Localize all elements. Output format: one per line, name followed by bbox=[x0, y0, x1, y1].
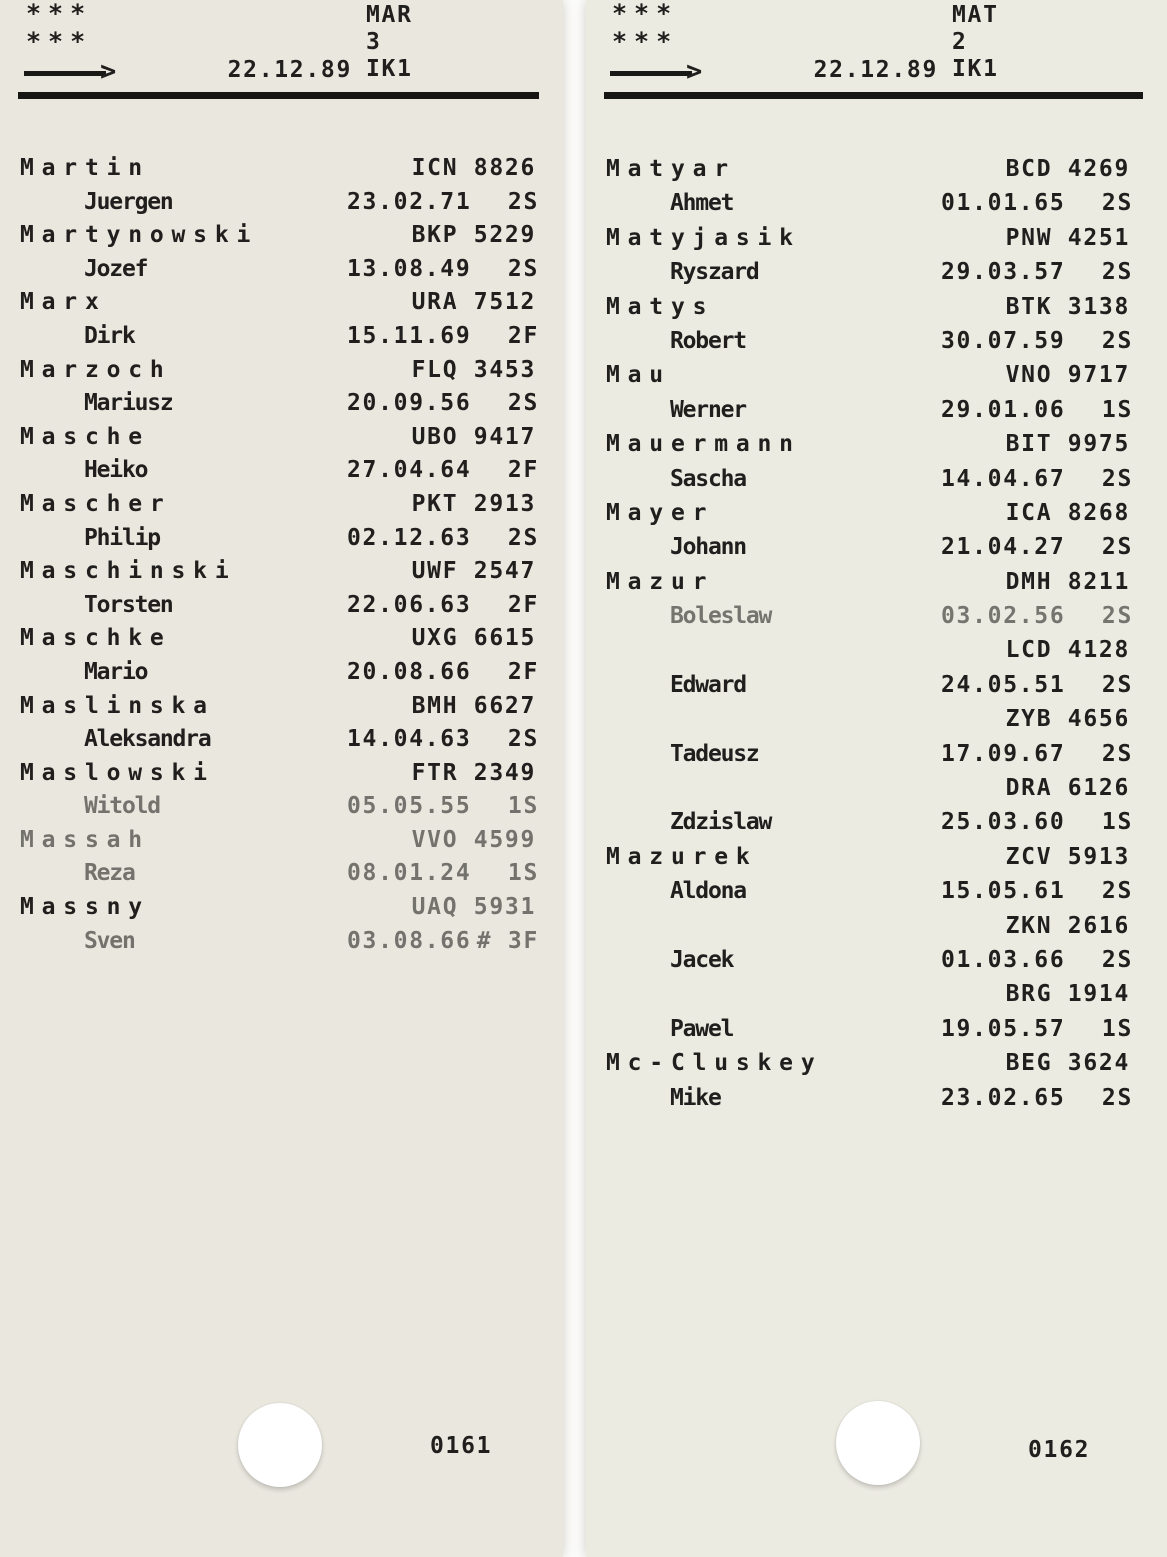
birthdate-text: 15.05.61 bbox=[941, 878, 1066, 905]
code-text: ZCV 5913 bbox=[1005, 843, 1130, 870]
person-row bbox=[0, 656, 563, 690]
given-name-text: Jozef bbox=[84, 255, 148, 282]
given-name-text: Tadeusz bbox=[670, 740, 759, 767]
code-text: PNW 4251 bbox=[1005, 224, 1130, 251]
status-text: 1S bbox=[507, 793, 539, 820]
birthdate-text: 23.02.71 bbox=[347, 188, 472, 215]
status-text: 2S bbox=[1101, 259, 1133, 286]
birthdate-status bbox=[941, 255, 1133, 289]
status-text: 2S bbox=[1101, 465, 1133, 492]
surname-text: Mascher bbox=[20, 490, 172, 517]
given-name-text: Werner bbox=[670, 396, 746, 423]
birthdate-status bbox=[347, 320, 539, 354]
status-text: 1S bbox=[1101, 1015, 1133, 1042]
station-code: IK1 bbox=[366, 56, 413, 82]
stars-line: *** bbox=[612, 27, 679, 56]
code-text: URA 7512 bbox=[411, 289, 536, 316]
surname-text: Matys bbox=[606, 293, 715, 320]
birthdate-text: 29.01.06 bbox=[941, 396, 1066, 423]
stars-line: *** bbox=[26, 0, 93, 28]
person-row bbox=[0, 555, 563, 589]
birthdate-text: 29.03.57 bbox=[941, 259, 1066, 286]
given-name-text: Zdzislaw bbox=[670, 809, 772, 836]
given-name-text: Ahmet bbox=[670, 190, 734, 217]
status-text: 1S bbox=[507, 860, 539, 887]
person-row bbox=[0, 925, 563, 959]
code-text: VNO 9717 bbox=[1005, 362, 1130, 389]
stars-line: *** bbox=[26, 27, 93, 56]
person-row bbox=[586, 1081, 1167, 1115]
birthdate-text: 22.06.63 bbox=[347, 591, 472, 618]
code-text: FLQ 3453 bbox=[411, 356, 536, 383]
surname-text: Maschinski bbox=[20, 558, 237, 585]
status-text: 2S bbox=[1101, 946, 1133, 973]
birthdate-status bbox=[941, 737, 1133, 771]
person-row bbox=[586, 840, 1167, 874]
birthdate-text: 15.11.69 bbox=[347, 322, 472, 349]
given-name-text: Mike bbox=[670, 1084, 721, 1111]
birthdate-text: 13.08.49 bbox=[347, 255, 472, 282]
stars-mark bbox=[26, 0, 92, 56]
person-row bbox=[0, 286, 563, 320]
surname-text: Martynowski bbox=[20, 222, 259, 249]
birthdate-text: 14.04.67 bbox=[941, 465, 1066, 492]
given-name-text: Boleslaw bbox=[670, 603, 772, 630]
person-row bbox=[586, 290, 1167, 324]
surname-text: Maschke bbox=[20, 625, 172, 652]
index-letters: MAR bbox=[366, 2, 413, 28]
status-text: 2S bbox=[1101, 671, 1133, 698]
birthdate-text: 23.02.65 bbox=[941, 1084, 1066, 1111]
code-text: ZKN 2616 bbox=[1005, 912, 1130, 939]
person-row bbox=[0, 186, 563, 220]
birthdate-status bbox=[941, 393, 1133, 427]
code-text: BIT 9975 bbox=[1005, 431, 1130, 458]
continuation-row bbox=[586, 977, 1167, 1011]
person-row bbox=[0, 824, 563, 858]
person-row bbox=[586, 427, 1167, 461]
code-text: UBO 9417 bbox=[411, 423, 536, 450]
birthdate-text: 02.12.63 bbox=[347, 524, 472, 551]
status-text: 2S bbox=[1101, 878, 1133, 905]
code-text: UXG 6615 bbox=[411, 625, 536, 652]
given-name-text: Heiko bbox=[84, 457, 148, 484]
page-number: 0161 bbox=[430, 1433, 493, 1459]
person-row bbox=[0, 454, 563, 488]
person-row bbox=[586, 805, 1167, 839]
status-text: 2F bbox=[507, 457, 539, 484]
person-row bbox=[0, 387, 563, 421]
person-list bbox=[586, 152, 1167, 1115]
given-name-text: Sven bbox=[84, 927, 135, 954]
person-row bbox=[586, 1012, 1167, 1046]
surname-text: Martin bbox=[20, 155, 150, 181]
birthdate-status bbox=[347, 522, 539, 556]
person-row bbox=[586, 324, 1167, 358]
person-row bbox=[0, 219, 563, 253]
birthdate-text: 24.05.51 bbox=[941, 671, 1066, 698]
birthdate-text: 21.04.27 bbox=[941, 534, 1066, 561]
person-row bbox=[586, 1046, 1167, 1080]
code-text: ICA 8268 bbox=[1005, 499, 1130, 526]
birthdate-status bbox=[347, 790, 539, 824]
birthdate-status bbox=[347, 387, 539, 421]
person-row bbox=[0, 891, 563, 925]
code-text: ZYB 4656 bbox=[1005, 706, 1130, 733]
surname-text: Masche bbox=[20, 423, 150, 450]
person-row bbox=[0, 622, 563, 656]
birthdate-text: 27.04.64 bbox=[347, 457, 472, 484]
given-name-text: Sascha bbox=[670, 465, 746, 492]
code-text: BRG 1914 bbox=[1005, 981, 1130, 1008]
stars-mark bbox=[612, 0, 678, 56]
given-name-text: Reza bbox=[84, 860, 135, 887]
birthdate-text: 01.01.65 bbox=[941, 190, 1066, 217]
birthdate-text: 25.03.60 bbox=[941, 809, 1066, 836]
station-code: IK1 bbox=[952, 56, 999, 82]
index-number: 3 bbox=[366, 29, 382, 55]
surname-text: Mayer bbox=[606, 499, 715, 526]
status-text: 2S bbox=[1101, 603, 1133, 630]
header-code-column bbox=[952, 2, 999, 83]
given-name-text: Robert bbox=[670, 327, 746, 354]
person-row bbox=[586, 462, 1167, 496]
given-name-text: Juergen bbox=[84, 188, 173, 215]
punch-hole bbox=[238, 1403, 322, 1487]
birthdate-status bbox=[941, 805, 1133, 839]
birthdate-status bbox=[347, 186, 539, 220]
status-text: 2S bbox=[507, 255, 539, 282]
code-text: ICN 8826 bbox=[411, 155, 536, 181]
person-row bbox=[586, 874, 1167, 908]
code-text: LCD 4128 bbox=[1005, 637, 1130, 664]
person-row bbox=[586, 565, 1167, 599]
code-text: VVO 4599 bbox=[411, 826, 536, 853]
given-name-text: Johann bbox=[670, 534, 746, 561]
surname-text: Marx bbox=[20, 289, 107, 316]
index-card-right bbox=[586, 0, 1167, 1557]
birthdate-status bbox=[941, 1081, 1133, 1115]
surname-text: Mau bbox=[606, 362, 671, 389]
given-name-text: Philip bbox=[84, 524, 160, 551]
continuation-row bbox=[586, 633, 1167, 667]
person-row bbox=[0, 589, 563, 623]
header-date: 22.12.89 bbox=[813, 57, 938, 83]
birthdate-status bbox=[941, 943, 1133, 977]
person-row bbox=[0, 421, 563, 455]
arrow-head: > bbox=[686, 55, 703, 87]
header-rule bbox=[604, 92, 1143, 99]
header-code-column bbox=[366, 2, 413, 83]
birthdate-status bbox=[941, 462, 1133, 496]
birthdate-status bbox=[347, 253, 539, 287]
birthdate-text: 17.09.67 bbox=[941, 740, 1066, 767]
surname-text: Maslowski bbox=[20, 759, 215, 786]
code-text: BMH 6627 bbox=[411, 692, 536, 719]
surname-text: Mc-Cluskey bbox=[606, 1050, 823, 1077]
birthdate-status bbox=[347, 723, 539, 757]
status-text: 2S bbox=[507, 390, 539, 417]
birthdate-status bbox=[347, 925, 539, 959]
given-name-text: Pawel bbox=[670, 1015, 734, 1042]
person-row bbox=[0, 354, 563, 388]
person-row bbox=[0, 488, 563, 522]
surname-text: Massny bbox=[20, 894, 150, 921]
status-text: 2F bbox=[507, 322, 539, 349]
given-name-text: Dirk bbox=[84, 322, 135, 349]
birthdate-text: 03.08.66 bbox=[347, 927, 472, 954]
surname-text: Mazurek bbox=[606, 843, 758, 870]
birthdate-status bbox=[941, 1012, 1133, 1046]
birthdate-status bbox=[941, 324, 1133, 358]
status-text: 2S bbox=[1101, 1084, 1133, 1111]
status-text: 1S bbox=[1101, 809, 1133, 836]
status-text: 1S bbox=[1101, 396, 1133, 423]
card-header bbox=[586, 0, 1167, 150]
status-text: 2S bbox=[1101, 327, 1133, 354]
status-text: 2S bbox=[1101, 740, 1133, 767]
arrow-head: > bbox=[100, 55, 117, 87]
continuation-row bbox=[586, 702, 1167, 736]
surname-text: Matyjasik bbox=[606, 224, 801, 251]
birthdate-text: 20.08.66 bbox=[347, 658, 472, 685]
code-text: UAQ 5931 bbox=[411, 894, 536, 921]
status-text: 2F bbox=[507, 591, 539, 618]
person-row bbox=[586, 737, 1167, 771]
code-text: BKP 5229 bbox=[411, 222, 536, 249]
person-row bbox=[0, 757, 563, 791]
status-text: # 3F bbox=[476, 927, 539, 954]
person-row bbox=[586, 943, 1167, 977]
code-text: BTK 3138 bbox=[1005, 293, 1130, 320]
code-text: UWF 2547 bbox=[411, 558, 536, 585]
birthdate-text: 30.07.59 bbox=[941, 327, 1066, 354]
code-text: DRA 6126 bbox=[1005, 775, 1130, 802]
birthdate-status bbox=[347, 656, 539, 690]
person-row bbox=[586, 152, 1167, 186]
person-row bbox=[586, 221, 1167, 255]
code-text: BEG 3624 bbox=[1005, 1050, 1130, 1077]
person-row bbox=[586, 530, 1167, 564]
person-list bbox=[0, 152, 563, 958]
given-name-text: Mariusz bbox=[84, 390, 173, 417]
person-row bbox=[586, 186, 1167, 220]
surname-text: Mazur bbox=[606, 568, 715, 595]
person-row bbox=[586, 358, 1167, 392]
surname-text: Maslinska bbox=[20, 692, 215, 719]
code-text: BCD 4269 bbox=[1005, 156, 1130, 182]
given-name-text: Witold bbox=[84, 793, 160, 820]
given-name-text: Aleksandra bbox=[84, 726, 211, 753]
person-row bbox=[0, 790, 563, 824]
person-row bbox=[586, 393, 1167, 427]
birthdate-text: 05.05.55 bbox=[347, 793, 472, 820]
person-row bbox=[0, 857, 563, 891]
card-header bbox=[0, 0, 563, 150]
person-row bbox=[0, 723, 563, 757]
page-number: 0162 bbox=[1028, 1437, 1091, 1463]
person-row bbox=[586, 255, 1167, 289]
status-text: 2S bbox=[1101, 534, 1133, 561]
birthdate-status bbox=[941, 668, 1133, 702]
punch-hole bbox=[836, 1401, 920, 1485]
person-row bbox=[586, 668, 1167, 702]
birthdate-text: 01.03.66 bbox=[941, 946, 1066, 973]
person-row bbox=[0, 522, 563, 556]
person-row bbox=[0, 253, 563, 287]
given-name-text: Jacek bbox=[670, 946, 734, 973]
birthdate-status bbox=[347, 857, 539, 891]
person-row bbox=[586, 599, 1167, 633]
surname-text: Massah bbox=[20, 826, 150, 853]
given-name-text: Mario bbox=[84, 658, 148, 685]
given-name-text: Ryszard bbox=[670, 259, 759, 286]
continuation-row bbox=[586, 771, 1167, 805]
header-rule bbox=[18, 92, 539, 99]
index-card-left bbox=[0, 0, 563, 1557]
code-text: DMH 8211 bbox=[1005, 568, 1130, 595]
given-name-text: Torsten bbox=[84, 591, 173, 618]
status-text: 2S bbox=[507, 188, 539, 215]
person-row bbox=[0, 152, 563, 186]
birthdate-text: 03.02.56 bbox=[941, 603, 1066, 630]
birthdate-status bbox=[941, 530, 1133, 564]
code-text: FTR 2349 bbox=[411, 759, 536, 786]
birthdate-status bbox=[941, 599, 1133, 633]
birthdate-text: 14.04.63 bbox=[347, 726, 472, 753]
surname-text: Matyar bbox=[606, 156, 736, 182]
status-text: 2S bbox=[1101, 190, 1133, 217]
person-row bbox=[586, 496, 1167, 530]
birthdate-text: 19.05.57 bbox=[941, 1015, 1066, 1042]
birthdate-text: 08.01.24 bbox=[347, 860, 472, 887]
continuation-row bbox=[586, 909, 1167, 943]
index-letters: MAT bbox=[952, 2, 999, 28]
birthdate-status bbox=[941, 874, 1133, 908]
status-text: 2S bbox=[507, 726, 539, 753]
person-row bbox=[0, 320, 563, 354]
stars-line: *** bbox=[612, 0, 679, 28]
given-name-text: Edward bbox=[670, 671, 746, 698]
birthdate-text: 20.09.56 bbox=[347, 390, 472, 417]
birthdate-status bbox=[347, 589, 539, 623]
surname-text: Marzoch bbox=[20, 356, 172, 383]
status-text: 2F bbox=[507, 658, 539, 685]
index-number: 2 bbox=[952, 29, 968, 55]
header-date: 22.12.89 bbox=[227, 57, 352, 83]
code-text: PKT 2913 bbox=[411, 490, 536, 517]
given-name-text: Aldona bbox=[670, 878, 746, 905]
birthdate-status bbox=[941, 186, 1133, 220]
surname-text: Mauermann bbox=[606, 431, 801, 458]
birthdate-status bbox=[347, 454, 539, 488]
status-text: 2S bbox=[507, 524, 539, 551]
person-row bbox=[0, 690, 563, 724]
